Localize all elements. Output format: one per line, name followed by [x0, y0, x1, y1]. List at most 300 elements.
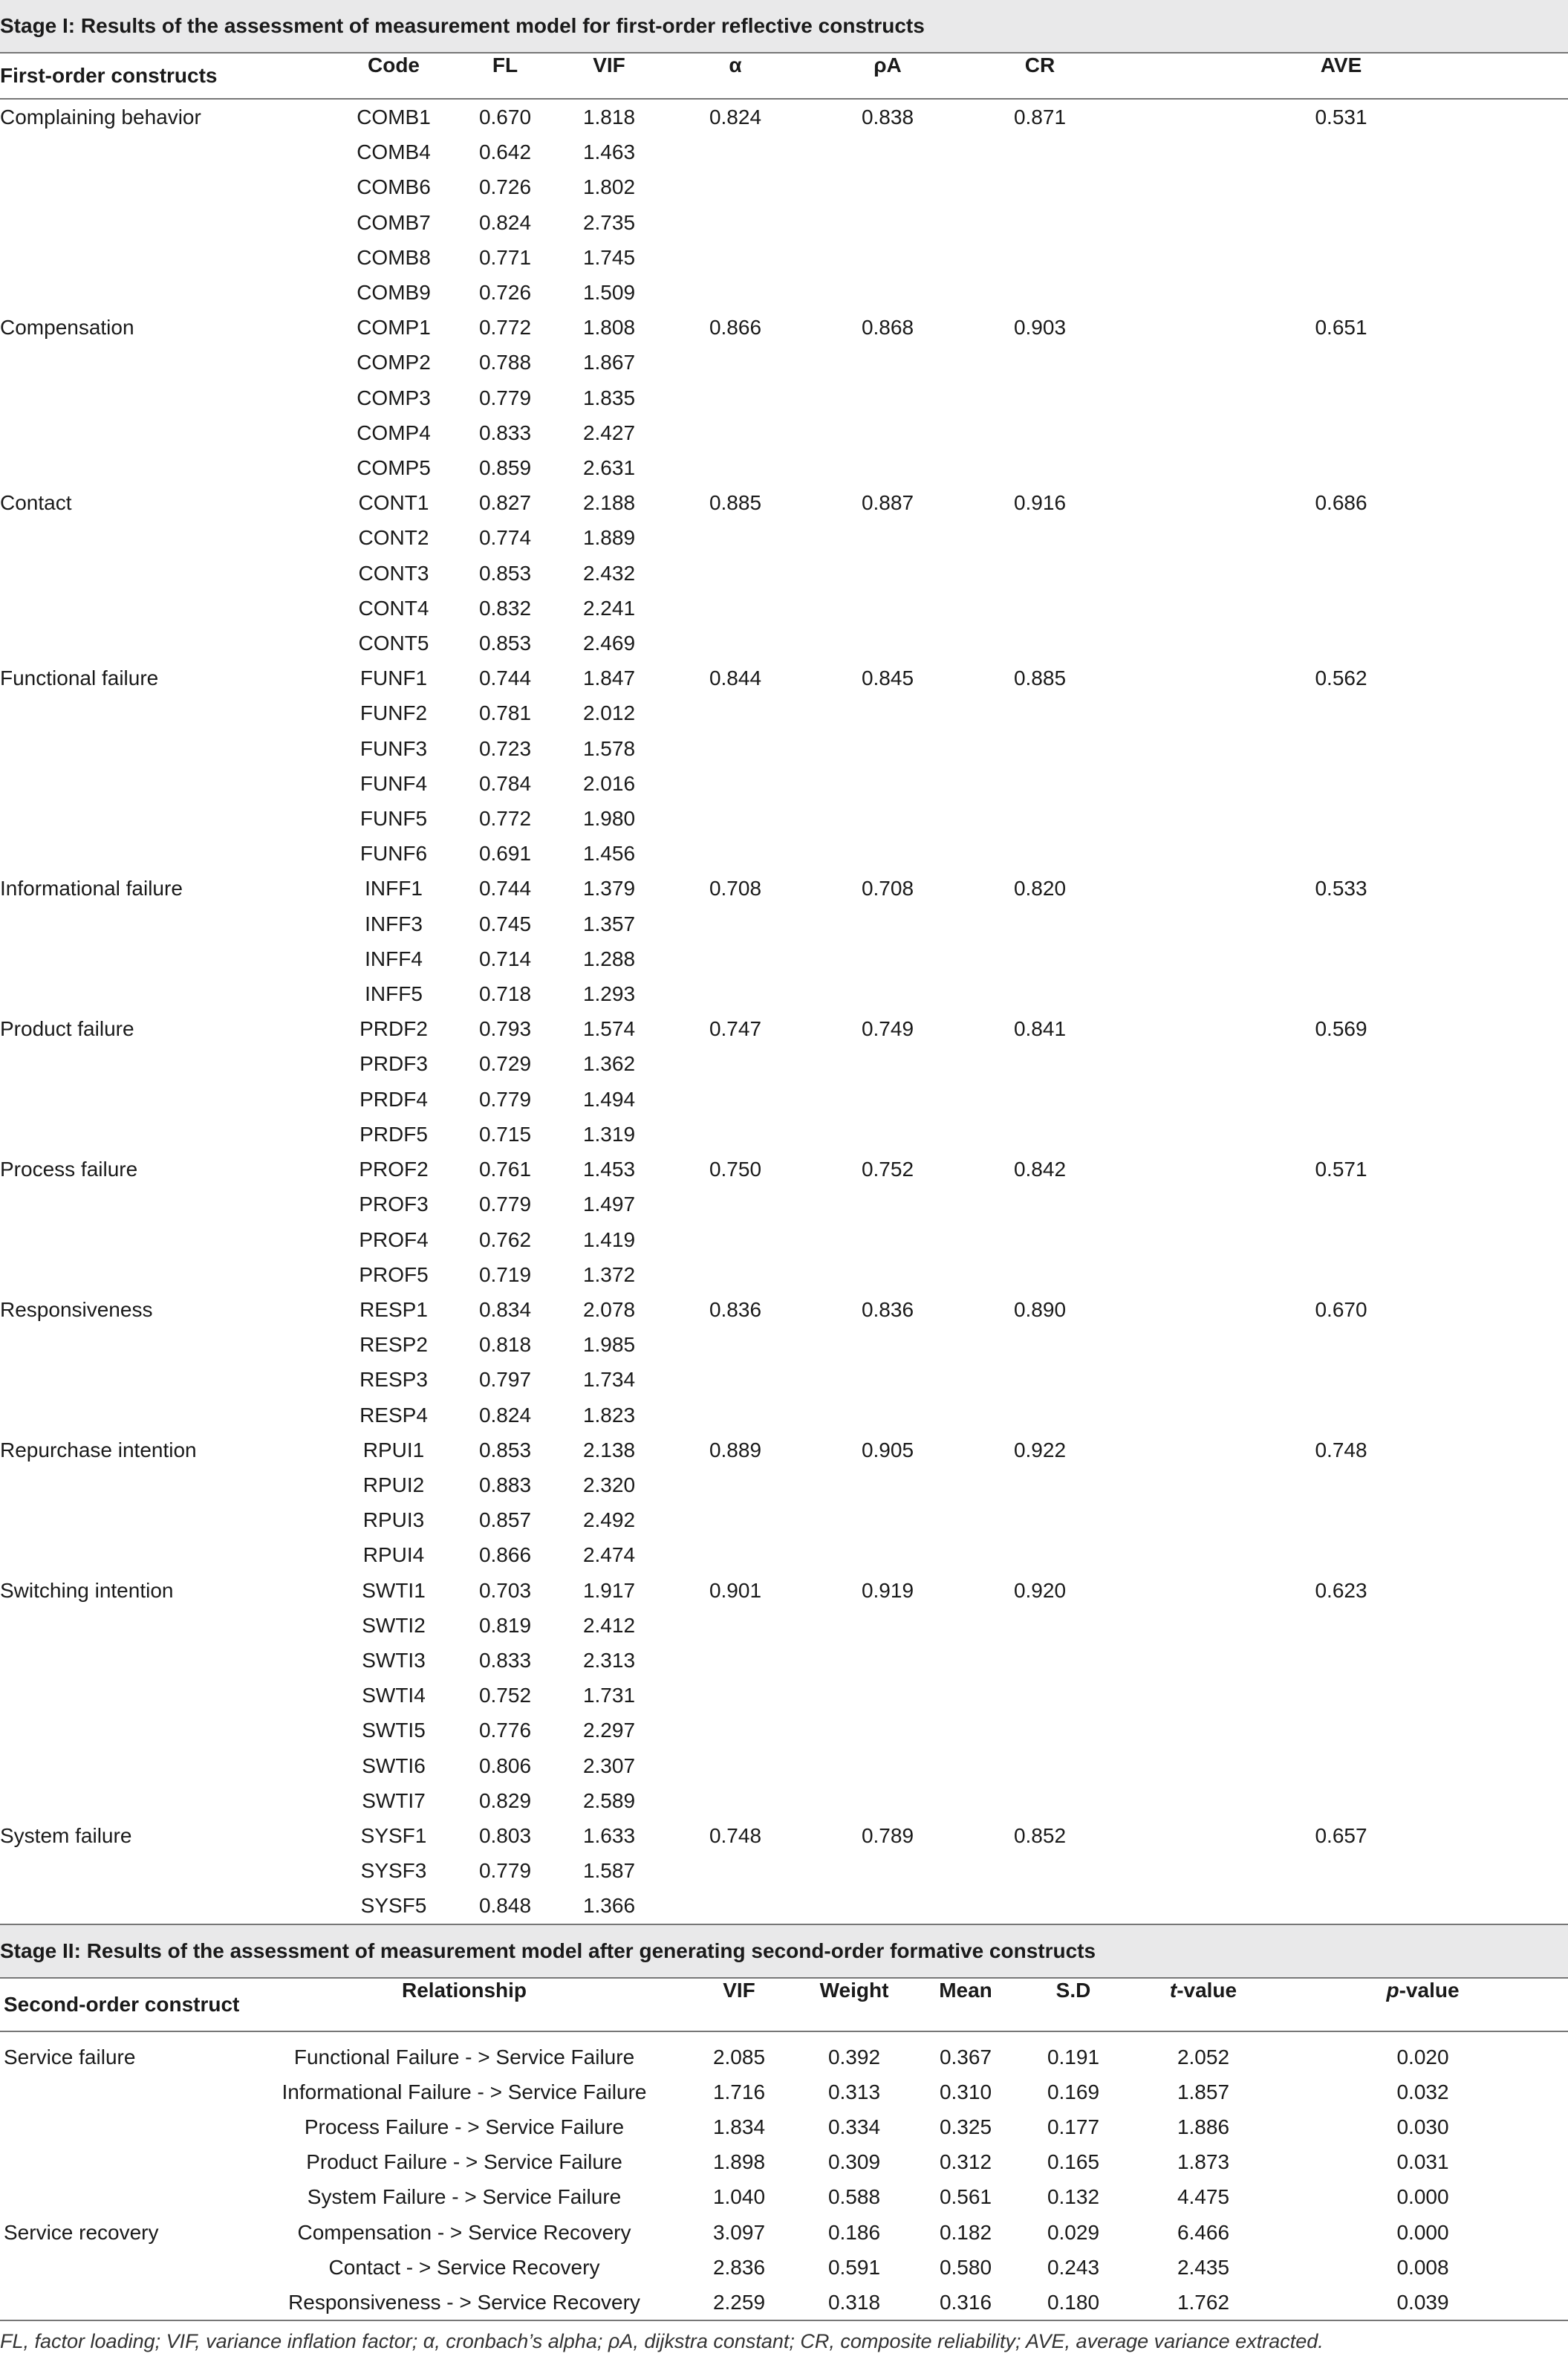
rhoa-value: [810, 1748, 966, 1783]
item-code: SWTI6: [362, 1754, 426, 1777]
alpha-value: [661, 1187, 810, 1222]
rhoa-value: [810, 591, 966, 626]
vif-value: 2.427: [582, 421, 636, 444]
mean-value: 0.367: [939, 2045, 992, 2069]
vif-value: 1.453: [582, 1158, 636, 1181]
rhoa-value: [810, 1502, 966, 1537]
vif-value: 1.357: [582, 912, 636, 935]
col-header-mean: Mean: [939, 1978, 992, 2002]
rhoa-value: [810, 240, 966, 275]
second-order-construct: [0, 2144, 245, 2179]
factor-loading: 0.691: [478, 842, 532, 866]
stage2-body: [0, 2040, 1568, 2320]
construct-name: [0, 345, 334, 380]
col-header-construct: First-order constructs: [0, 64, 218, 87]
weight-value: 0.309: [827, 2150, 881, 2174]
item-code: RESP4: [360, 1403, 428, 1427]
alpha-value: [661, 1713, 810, 1748]
rhoa-value: [810, 1783, 966, 1818]
p-value: 0.032: [1396, 2080, 1449, 2103]
table-row: [0, 1888, 1568, 1923]
vif-value: 1.835: [582, 386, 636, 409]
factor-loading: 0.829: [478, 1788, 532, 1812]
rhoa-value: [810, 134, 966, 169]
factor-loading: 0.848: [478, 1894, 532, 1918]
ave-value: [1114, 731, 1568, 766]
vif-value: 2.259: [712, 2290, 766, 2314]
cr-value: [966, 345, 1114, 380]
factor-loading: 0.744: [478, 877, 532, 901]
table-row: [0, 1222, 1568, 1257]
col-header-p-value: [1278, 1978, 1568, 2031]
item-code: COMB4: [357, 140, 431, 164]
rhoa-value: [810, 1082, 966, 1117]
alpha-value: 0.747: [709, 1017, 762, 1041]
weight-value: 0.313: [827, 2080, 881, 2103]
item-code: COMP3: [357, 386, 431, 409]
ave-value: [1114, 1783, 1568, 1818]
item-code: PRDF4: [360, 1087, 428, 1111]
item-code: RESP2: [360, 1333, 428, 1357]
vif-value: 1.834: [712, 2115, 766, 2138]
alpha-value: 0.889: [709, 1438, 762, 1462]
second-order-construct: Service failure: [4, 2045, 136, 2069]
construct-name: Process failure: [0, 1158, 138, 1181]
rhoa-value: [810, 1608, 966, 1643]
table-row: [0, 1467, 1568, 1502]
vif-value: 1.578: [582, 736, 636, 760]
construct-name: [0, 415, 334, 450]
construct-name: Product failure: [0, 1017, 134, 1041]
table-row: [0, 240, 1568, 275]
alpha-value: [661, 836, 810, 871]
item-code: CONT1: [358, 491, 429, 515]
t-value: 1.873: [1177, 2150, 1230, 2174]
rhoa-value: [810, 556, 966, 591]
vif-value: 1.867: [582, 351, 636, 374]
rhoa-value: [810, 1398, 966, 1433]
factor-loading: 0.803: [478, 1823, 532, 1847]
factor-loading: 0.719: [478, 1262, 532, 1286]
mean-value: 0.561: [939, 2185, 992, 2209]
cr-value: [966, 836, 1114, 871]
table-row: [0, 450, 1568, 485]
alpha-value: [661, 345, 810, 380]
col-header-vif: VIF: [593, 53, 625, 77]
alpha-value: [661, 976, 810, 1011]
vif-value: 2.241: [582, 596, 636, 620]
rhoa-value: [810, 1222, 966, 1257]
item-code: CONT4: [358, 596, 429, 620]
rhoa-value: 0.919: [861, 1578, 914, 1602]
item-code: RPUI1: [362, 1438, 425, 1462]
table-row: [0, 169, 1568, 204]
ave-value: [1114, 1187, 1568, 1222]
alpha-value: [661, 1888, 810, 1923]
alpha-value: [661, 520, 810, 555]
factor-loading: 0.779: [478, 1087, 532, 1111]
cr-value: [966, 169, 1114, 204]
sd-value: 0.177: [1047, 2115, 1100, 2138]
col-header-cr: CR: [1024, 53, 1055, 77]
vif-value: 1.818: [582, 106, 636, 129]
alpha-value: [661, 801, 810, 836]
col-header-code: Code: [368, 53, 420, 77]
t-value: 2.435: [1177, 2255, 1230, 2279]
vif-value: 2.432: [582, 561, 636, 585]
rhoa-value: [810, 1853, 966, 1888]
cr-value: [966, 1082, 1114, 1117]
ave-value: [1114, 906, 1568, 941]
cr-value: [966, 1502, 1114, 1537]
vif-value: 1.463: [582, 140, 636, 164]
ave-value: [1114, 134, 1568, 169]
mean-value: 0.310: [939, 2080, 992, 2103]
cr-value: [966, 1783, 1114, 1818]
p-symbol: p: [1386, 1978, 1399, 2002]
t-value: 6.466: [1177, 2220, 1230, 2244]
cr-value: 0.922: [1013, 1438, 1067, 1462]
item-code: SWTI1: [362, 1578, 426, 1602]
item-code: SWTI3: [362, 1648, 426, 1672]
rhoa-value: [810, 380, 966, 415]
alpha-value: [661, 626, 810, 661]
cr-value: 0.871: [1013, 106, 1067, 129]
item-code: RPUI3: [362, 1508, 425, 1532]
vif-value: 1.731: [582, 1684, 636, 1707]
construct-name: Responsiveness: [0, 1297, 153, 1321]
rhoa-value: [810, 766, 966, 801]
factor-loading: 0.818: [478, 1333, 532, 1357]
cr-value: [966, 626, 1114, 661]
cr-value: [966, 1362, 1114, 1397]
item-code: FUNF5: [360, 807, 428, 831]
rhoa-value: 0.845: [861, 666, 914, 690]
construct-name: [0, 169, 334, 204]
second-order-construct: [0, 2285, 245, 2320]
alpha-value: [661, 1398, 810, 1433]
cr-value: 0.920: [1013, 1578, 1067, 1602]
ave-value: [1114, 1853, 1568, 1888]
rhoa-value: 0.789: [861, 1823, 914, 1847]
alpha-value: [661, 591, 810, 626]
rhoa-value: [810, 1187, 966, 1222]
factor-loading: 0.642: [478, 140, 532, 164]
table-row: [0, 1011, 1568, 1046]
p-value: 0.020: [1396, 2045, 1449, 2069]
rhoa-value: 0.838: [861, 106, 914, 129]
item-code: COMB8: [357, 245, 431, 269]
alpha-value: [661, 1608, 810, 1643]
alpha-value: 0.748: [709, 1823, 762, 1847]
vif-value: 1.823: [582, 1403, 636, 1427]
cr-value: [966, 1046, 1114, 1081]
alpha-value: [661, 1046, 810, 1081]
alpha-value: 0.901: [709, 1578, 762, 1602]
factor-loading: 0.771: [478, 245, 532, 269]
construct-name: [0, 1888, 334, 1923]
table-row: [0, 1713, 1568, 1748]
rhoa-value: [810, 1713, 966, 1748]
rhoa-value: 0.708: [861, 877, 914, 901]
col-header-weight: Weight: [819, 1978, 889, 2002]
vif-value: 2.012: [582, 701, 636, 725]
rhoa-value: [810, 626, 966, 661]
construct-name: [0, 1643, 334, 1678]
cr-value: [966, 134, 1114, 169]
cr-value: [966, 976, 1114, 1011]
factor-loading: 0.788: [478, 351, 532, 374]
item-code: SWTI7: [362, 1788, 426, 1812]
alpha-value: [661, 1502, 810, 1537]
weight-value: 0.591: [827, 2255, 881, 2279]
ave-value: 0.571: [1315, 1158, 1367, 1181]
ave-value: 0.533: [1315, 877, 1367, 901]
cr-value: [966, 415, 1114, 450]
sd-value: 0.132: [1047, 2185, 1100, 2209]
vif-value: 1.980: [582, 807, 636, 831]
construct-name: [0, 591, 334, 626]
factor-loading: 0.832: [478, 596, 532, 620]
ave-value: [1114, 976, 1568, 1011]
ave-value: [1114, 766, 1568, 801]
table-row: [0, 134, 1568, 169]
cr-value: [966, 906, 1114, 941]
item-code: INFF1: [365, 877, 423, 901]
ave-value: [1114, 415, 1568, 450]
vif-value: 1.574: [582, 1017, 636, 1041]
cr-value: 0.903: [1013, 316, 1067, 340]
construct-name: [0, 1327, 334, 1362]
p-value: 0.008: [1396, 2255, 1449, 2279]
cr-value: [966, 1537, 1114, 1572]
vif-value: 1.633: [582, 1823, 636, 1847]
construct-name: Compensation: [0, 316, 134, 340]
factor-loading: 0.824: [478, 1403, 532, 1427]
alpha-value: 0.866: [709, 316, 762, 340]
relationship: Functional Failure - > Service Failure: [293, 2045, 635, 2069]
factor-loading: 0.729: [478, 1052, 532, 1076]
vif-value: 1.745: [582, 245, 636, 269]
item-code: COMP2: [357, 351, 431, 374]
p-value: 0.030: [1396, 2115, 1449, 2138]
factor-loading: 0.761: [478, 1158, 532, 1181]
ave-value: [1114, 1327, 1568, 1362]
vif-value: 2.589: [582, 1788, 636, 1812]
ave-value: 0.657: [1315, 1823, 1367, 1847]
cr-value: [966, 1222, 1114, 1257]
table-row: [0, 976, 1568, 1011]
vif-value: 2.320: [582, 1473, 636, 1496]
alpha-value: 0.844: [709, 666, 762, 690]
stage1-header-row: [0, 53, 1568, 99]
cr-value: [966, 1398, 1114, 1433]
construct-name: Switching intention: [0, 1578, 174, 1602]
item-code: SWTI5: [362, 1719, 426, 1742]
factor-loading: 0.833: [478, 1648, 532, 1672]
stage1-body: [0, 99, 1568, 1924]
vif-value: 1.716: [712, 2080, 766, 2103]
rhoa-value: [810, 1643, 966, 1678]
vif-value: 1.372: [582, 1262, 636, 1286]
factor-loading: 0.834: [478, 1297, 532, 1321]
col-header-relationship: Relationship: [401, 1978, 527, 2002]
item-code: FUNF6: [360, 842, 428, 866]
ave-value: [1114, 1678, 1568, 1713]
factor-loading: 0.715: [478, 1122, 532, 1146]
ave-value: 0.670: [1315, 1297, 1367, 1321]
ave-value: 0.686: [1315, 491, 1367, 515]
alpha-value: [661, 415, 810, 450]
cr-value: [966, 591, 1114, 626]
construct-name: [0, 240, 334, 275]
factor-loading: 0.857: [478, 1508, 532, 1532]
factor-loading: 0.806: [478, 1754, 532, 1777]
rhoa-value: 0.836: [861, 1297, 914, 1321]
alpha-value: [661, 1748, 810, 1783]
ave-value: [1114, 1608, 1568, 1643]
item-code: FUNF2: [360, 701, 428, 725]
factor-loading: 0.772: [478, 316, 532, 340]
construct-name: [0, 1608, 334, 1643]
cr-value: [966, 695, 1114, 730]
factor-loading: 0.824: [478, 210, 532, 234]
weight-value: 0.588: [827, 2185, 881, 2209]
alpha-value: [661, 1362, 810, 1397]
cr-value: [966, 1713, 1114, 1748]
factor-loading: 0.744: [478, 666, 532, 690]
vif-value: 1.456: [582, 842, 636, 866]
table-row: [0, 2285, 1568, 2320]
vif-value: 1.802: [582, 175, 636, 199]
vif-value: 1.808: [582, 316, 636, 340]
table-row: [0, 1433, 1568, 1467]
item-code: RPUI2: [362, 1473, 425, 1496]
factor-loading: 0.853: [478, 632, 532, 655]
ave-value: [1114, 941, 1568, 976]
cr-value: [966, 1643, 1114, 1678]
construct-name: [0, 205, 334, 240]
item-code: INFF4: [365, 947, 423, 970]
construct-name: Informational failure: [0, 877, 183, 901]
weight-value: 0.186: [827, 2220, 881, 2244]
cr-value: 0.916: [1013, 491, 1067, 515]
construct-name: [0, 1398, 334, 1433]
ave-value: [1114, 556, 1568, 591]
table-row: [0, 1362, 1568, 1397]
cr-value: [966, 1608, 1114, 1643]
relationship: Contact - > Service Recovery: [328, 2255, 600, 2279]
vif-value: 2.297: [582, 1719, 636, 1742]
rhoa-value: 0.905: [861, 1438, 914, 1462]
cr-value: [966, 1888, 1114, 1923]
table-row: [0, 2109, 1568, 2144]
ave-value: [1114, 520, 1568, 555]
table-row: [0, 2144, 1568, 2179]
table-row: [0, 1537, 1568, 1572]
factor-loading: 0.793: [478, 1017, 532, 1041]
construct-name: [0, 695, 334, 730]
alpha-value: [661, 450, 810, 485]
stage2-header-row: [0, 1978, 1568, 2031]
factor-loading: 0.866: [478, 1543, 532, 1567]
table-row: [0, 695, 1568, 730]
factor-loading: 0.752: [478, 1684, 532, 1707]
cr-value: [966, 1467, 1114, 1502]
mean-value: 0.325: [939, 2115, 992, 2138]
vif-value: 2.631: [582, 456, 636, 480]
factor-loading: 0.726: [478, 281, 532, 305]
ave-value: [1114, 240, 1568, 275]
construct-name: [0, 941, 334, 976]
table-row: [0, 205, 1568, 240]
item-code: RPUI4: [362, 1543, 425, 1567]
vif-value: 1.847: [582, 666, 636, 690]
construct-name: [0, 1467, 334, 1502]
construct-name: [0, 1748, 334, 1783]
cr-value: [966, 1853, 1114, 1888]
alpha-value: 0.824: [709, 106, 762, 129]
ave-value: [1114, 1643, 1568, 1678]
cr-value: [966, 766, 1114, 801]
alpha-value: [661, 240, 810, 275]
stage2-title: Stage II: Results of the assessment of measurement model after generating second-order formative constructs: [0, 1939, 1096, 1962]
table-row: [0, 836, 1568, 871]
factor-loading: 0.772: [478, 807, 532, 831]
stage1-title: Stage I: Results of the assessment of measurement model for first-order reflective constructs: [0, 14, 925, 37]
factor-loading: 0.745: [478, 912, 532, 935]
ave-value: 0.651: [1315, 316, 1367, 340]
second-order-construct: [0, 2250, 245, 2285]
cr-value: [966, 450, 1114, 485]
ave-value: [1114, 1362, 1568, 1397]
construct-name: [0, 626, 334, 661]
vif-value: 2.412: [582, 1613, 636, 1637]
table-row: [0, 941, 1568, 976]
vif-value: 1.494: [582, 1087, 636, 1111]
construct-name: [0, 1257, 334, 1292]
alpha-value: [661, 1853, 810, 1888]
construct-name: [0, 1537, 334, 1572]
weight-value: 0.334: [827, 2115, 881, 2138]
ave-value: [1114, 1888, 1568, 1923]
table-row: [0, 1643, 1568, 1678]
ave-value: [1114, 205, 1568, 240]
rhoa-value: [810, 801, 966, 836]
alpha-value: [661, 205, 810, 240]
ave-value: [1114, 626, 1568, 661]
construct-name: System failure: [0, 1823, 132, 1847]
alpha-value: [661, 695, 810, 730]
table-row: [0, 1117, 1568, 1152]
ave-value: 0.562: [1315, 666, 1367, 690]
factor-loading: 0.784: [478, 771, 532, 795]
table-row: [0, 2250, 1568, 2285]
cr-value: 0.852: [1013, 1823, 1067, 1847]
relationship: Process Failure - > Service Failure: [304, 2115, 625, 2138]
vif-value: 1.497: [582, 1193, 636, 1216]
table-row: [0, 2074, 1568, 2109]
alpha-value: [661, 1643, 810, 1678]
cr-value: 0.890: [1013, 1297, 1067, 1321]
sd-value: 0.191: [1047, 2045, 1100, 2069]
cr-value: [966, 1678, 1114, 1713]
construct-name: [0, 766, 334, 801]
rhoa-value: 0.868: [861, 316, 914, 340]
table-row: [0, 906, 1568, 941]
factor-loading: 0.774: [478, 526, 532, 550]
construct-name: [0, 906, 334, 941]
